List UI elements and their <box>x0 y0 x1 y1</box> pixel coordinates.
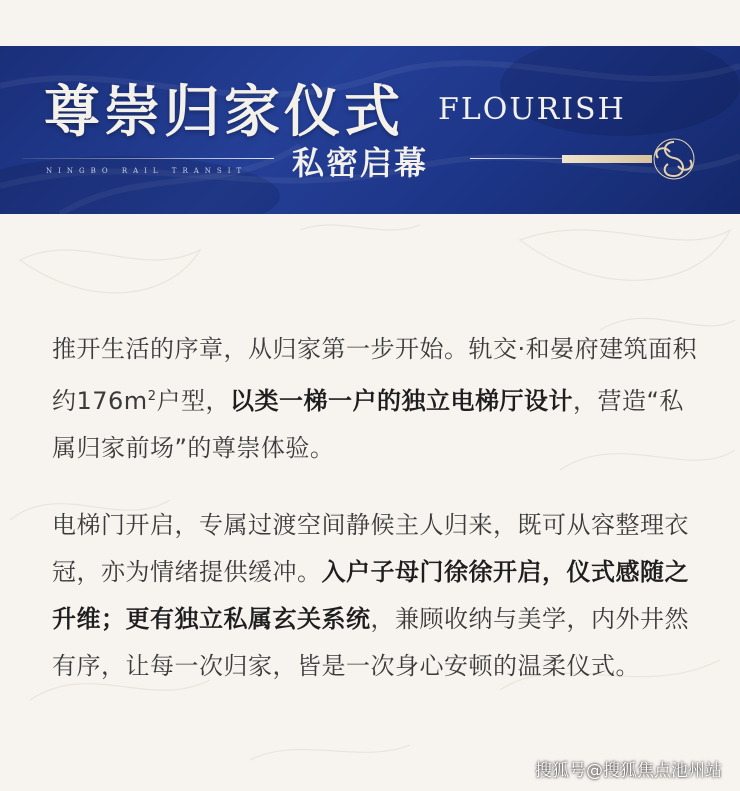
banner-title: 尊崇归家仪式 <box>44 79 404 145</box>
paragraph-1 <box>52 326 702 472</box>
banner-title-english: FLOURISH <box>438 92 626 127</box>
bold-text-segment: 以类一梯一户的独立电梯厅设计 <box>229 387 573 415</box>
text-segment: 户型， <box>156 387 230 415</box>
paragraph-2 <box>52 502 702 690</box>
source-watermark: 搜狐号@搜狐焦点池州站 <box>535 761 722 781</box>
banner-small-caption: NINGBO RAIL TRANSIT <box>46 167 248 175</box>
header-banner <box>0 46 740 214</box>
gold-accent-bar <box>562 155 652 163</box>
divider-line-left <box>22 158 274 159</box>
bold-text-segment: 入户子母门徐徐开启，仪式感随之升维；更有独立私属玄关系统 <box>52 558 689 633</box>
text-segment: ，营造“私属归家前场”的尊崇体验。 <box>52 387 684 462</box>
banner-subtitle: 私密启幕 <box>292 144 429 182</box>
text-segment: ，兼顾收纳与美学，内外井然有序，让每一次归家，皆是一次身心安顿的温柔仪式。 <box>52 605 689 680</box>
superscript: 2 <box>147 389 157 404</box>
text-segment: 推开生活的序章，从归家第一步开始。轨交·和晏府建筑面积约176m <box>52 335 698 415</box>
monogram-emblem-icon <box>648 136 700 182</box>
text-segment: 电梯门开启，专属过渡空间静候主人归来，既可从容整理衣冠，亦为情绪提供缓冲。 <box>52 511 689 586</box>
